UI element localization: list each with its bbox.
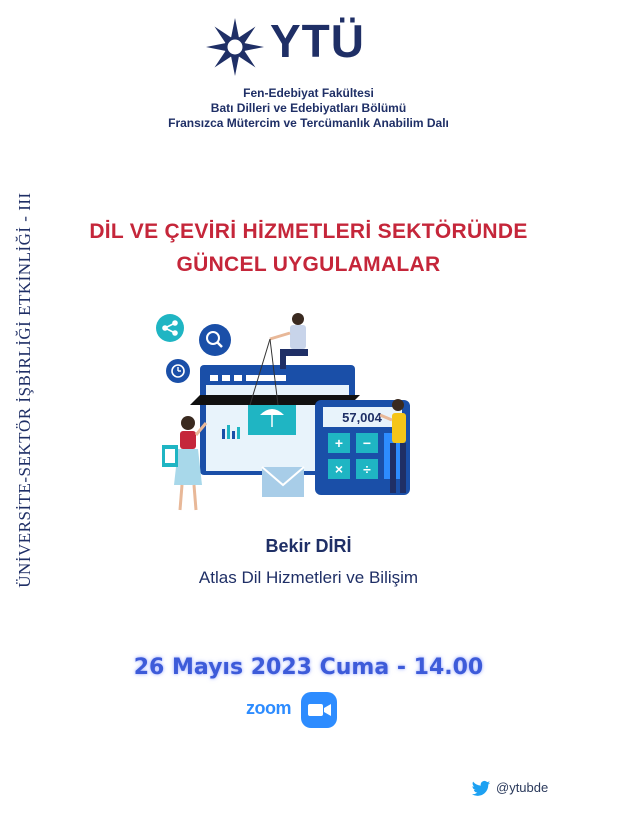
main-title-line1: DİL VE ÇEVİRİ HİZMETLERİ SEKTÖRÜNDE — [89, 220, 528, 243]
faculty-name: Fen-Edebiyat Fakültesi — [243, 86, 374, 100]
twitter-handle[interactable]: @ytubde — [496, 780, 549, 795]
logo-text: YTÜ — [270, 15, 365, 67]
twitter-bird-icon — [471, 780, 491, 798]
search-icon — [199, 324, 231, 356]
calc-key-divide: ÷ — [363, 461, 371, 477]
share-icon — [156, 314, 184, 342]
ytu-star-logo-icon — [204, 16, 266, 78]
calculator-display: 57,004 — [342, 410, 382, 425]
calc-key-plus: + — [334, 435, 344, 451]
calc-key-multiply: × — [334, 461, 344, 477]
speaker-company: Atlas Dil Hizmetleri ve Bilişim — [198, 568, 419, 587]
speaker-name: Bekir DİRİ — [265, 536, 352, 556]
department-name: Batı Dilleri ve Edebiyatları Bölümü — [210, 101, 407, 115]
zoom-logo-text[interactable]: zoom — [246, 698, 291, 718]
event-date: 26 Mayıs 2023 Cuma - 14.00 — [133, 655, 484, 680]
division-name: Fransızca Mütercim ve Tercümanlık Anabilim Dalı — [168, 116, 449, 130]
main-title-line2: GÜNCEL UYGULAMALAR — [176, 253, 441, 276]
side-title: ÜNİVERSİTE-SEKTÖR İŞBİRLİĞİ ETKİNLİĞİ - III — [15, 192, 34, 588]
calc-key-minus: − — [362, 435, 372, 451]
zoom-camera-icon[interactable] — [301, 692, 337, 728]
illustration — [150, 305, 440, 520]
